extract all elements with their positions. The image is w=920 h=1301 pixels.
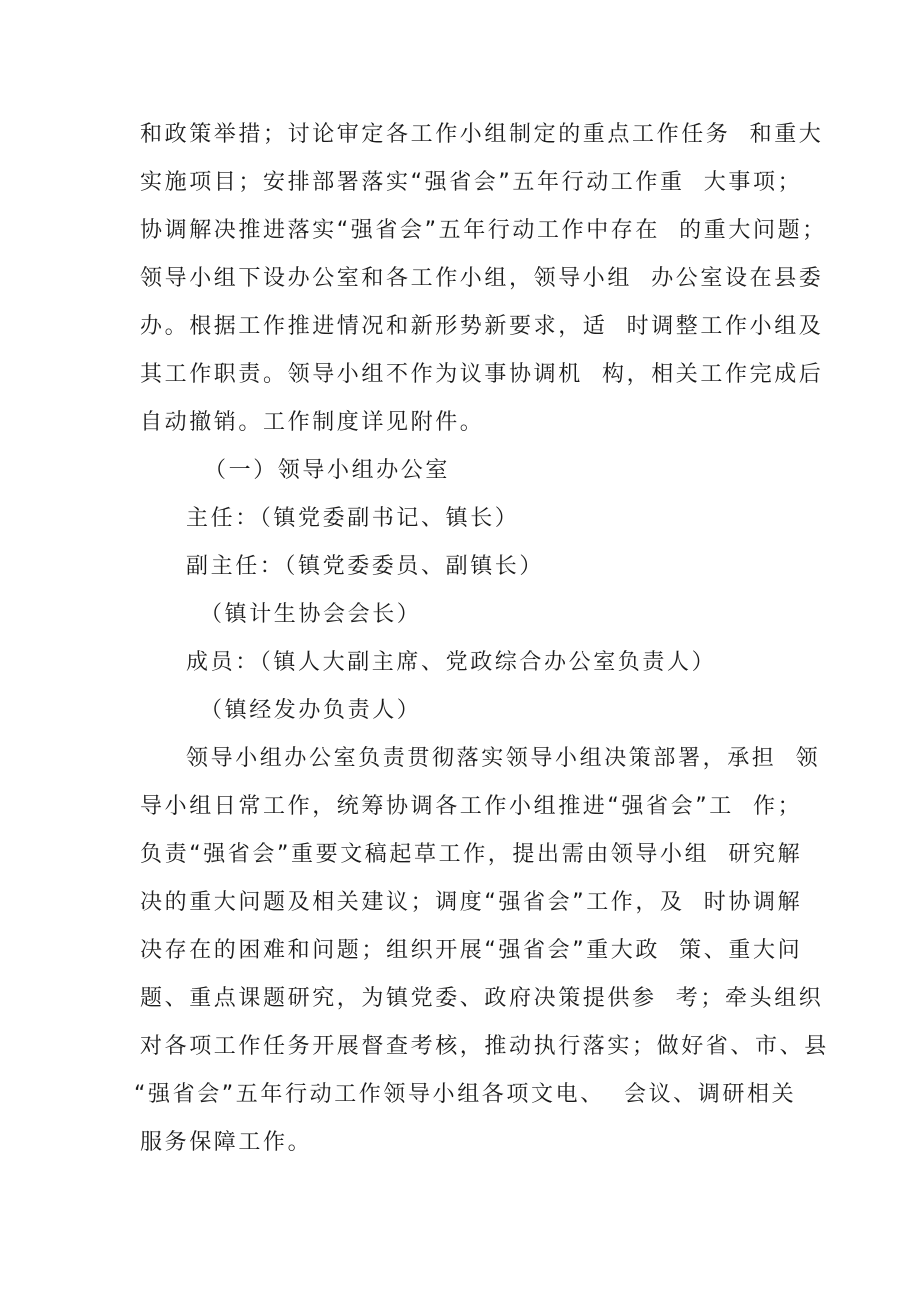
text-line: 决存在的困难和问题；组织开展“强省会”重大政 策、重大问 <box>140 938 803 963</box>
text-line: 对各项工作任务开展督查考核，推动执行落实；做好省、市、县 <box>140 1034 829 1059</box>
roster-line-deputy-director: 副主任：（镇党委委员、副镇长） <box>186 554 545 579</box>
text-line: 协调解决推进落实“强省会”五年行动工作中存在 的重大问题； <box>140 218 827 243</box>
roster-line-members: 成员：（镇人大副主席、党政综合办公室负责人） <box>186 650 717 675</box>
text-line: 其工作职责。领导小组不作为议事协调机 构，相关工作完成后 <box>140 362 824 387</box>
roster-line-director: 主任：（镇党委副书记、镇长） <box>186 506 520 531</box>
text-line: 决的重大问题及相关建议；调度“强省会”工作，及 时协调解 <box>140 890 803 915</box>
roster-line-members-2: （镇经发办负责人） <box>200 698 422 723</box>
text-line: “强省会”五年行动工作领导小组各项文电、 会议、调研相关 <box>134 1082 797 1107</box>
section-heading: （一）领导小组办公室 <box>204 458 451 483</box>
text-line: 导小组日常工作，统筹协调各工作小组推进“强省会”工 作； <box>140 794 803 819</box>
text-line: 领导小组下设办公室和各工作小组，领导小组 办公室设在县委 <box>140 266 824 291</box>
text-line: 实施项目；安排部署落实“强省会”五年行动工作重 大事项； <box>140 170 803 195</box>
text-line: 负责“强省会”重要文稿起草工作，提出需由领导小组 研究解 <box>140 842 803 867</box>
text-line: 服务保障工作。 <box>140 1130 313 1155</box>
roster-line-deputy-director-2: （镇计生协会会长） <box>200 602 422 627</box>
text-line: 办。根据工作推进情况和新形势新要求，适 时调整工作小组及 <box>140 314 824 339</box>
text-line: 领导小组办公室负责贯彻落实领导小组决策部署，承担 领 <box>186 746 821 771</box>
text-line: 自动撤销。工作制度详见附件。 <box>140 410 485 435</box>
text-line: 题、重点课题研究，为镇党委、政府决策提供参 考；牵头组织 <box>140 986 824 1011</box>
text-line: 和政策举措；讨论审定各工作小组制定的重点工作任务 和重大 <box>140 122 824 147</box>
